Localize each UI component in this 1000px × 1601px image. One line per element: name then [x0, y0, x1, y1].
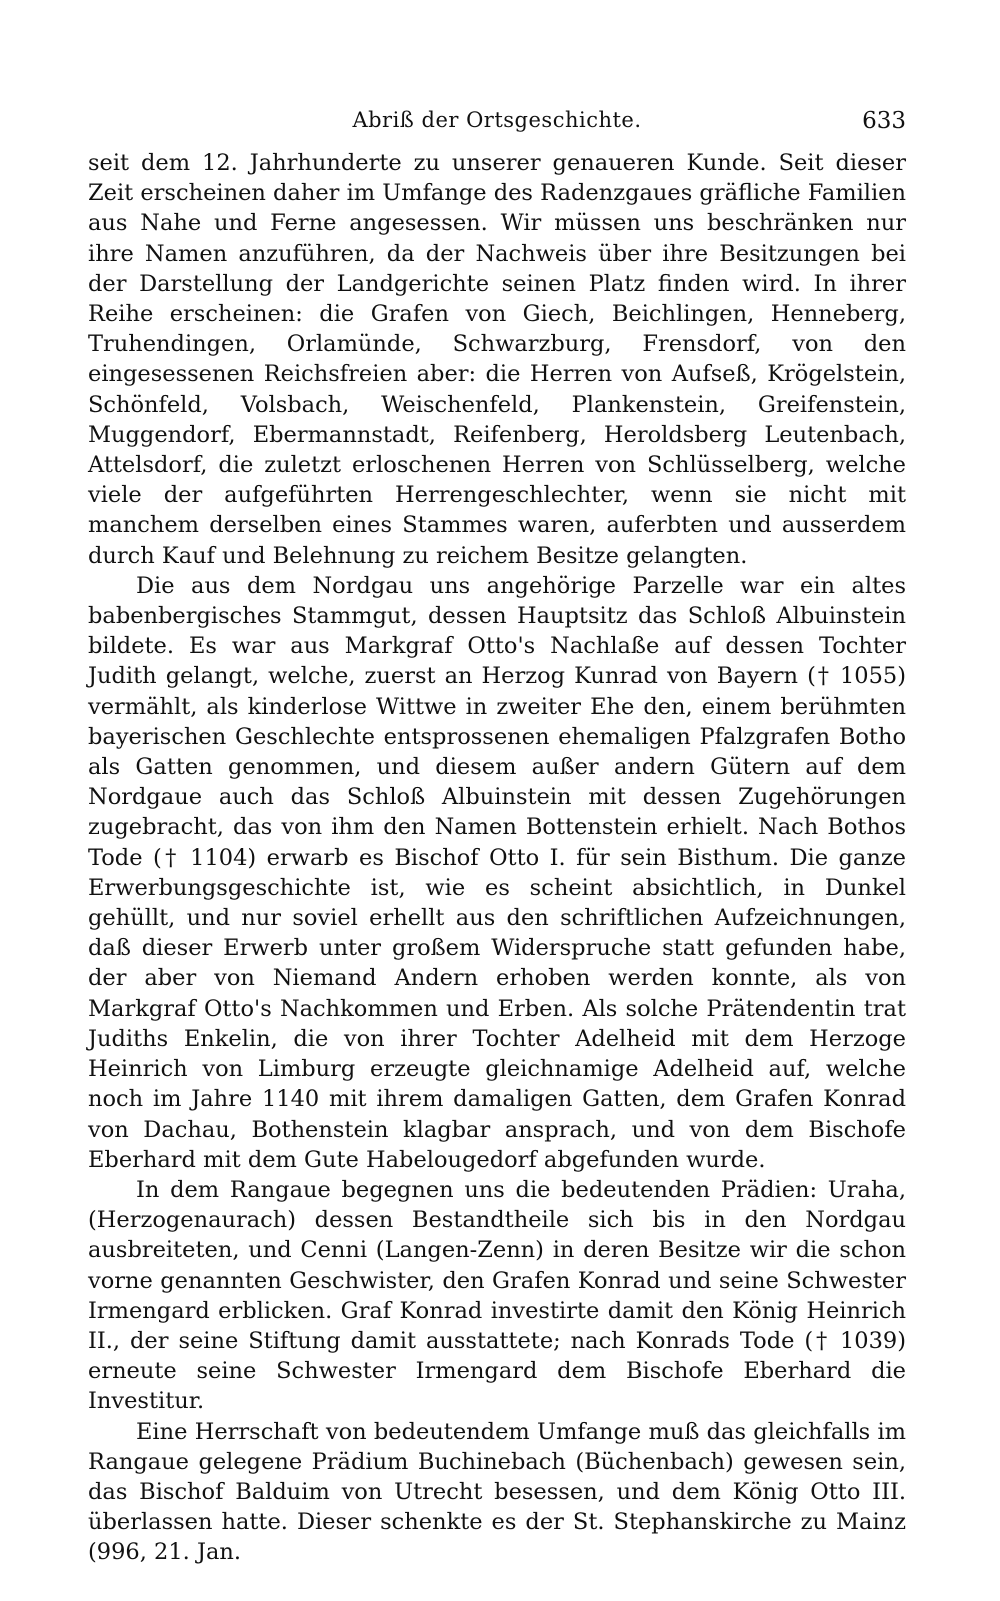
paragraph-1: seit dem 12. Jahrhunderte zu unserer genaueren Kunde. Seit dieser Zeit erscheinen daher im Umfange des Radenzgaues gräfliche Familien aus Nahe und Ferne angesessen. Wir müssen uns beschränken nur ihre Namen anzuführen, da der Nachweis über ihre Besitzungen bei der Darstellung der Landgerichte seinen Platz finden wird. In ihrer Reihe erscheinen: die Grafen von Giech, Beichlingen, Henneberg, Truhendingen, Orlamünde, Schwarzburg, Frensdorf, von den eingesessenen Reichsfreien aber: die Herren von Aufseß, Krögelstein, Schönfeld, Volsbach, Weischenfeld, Plankenstein, Greifenstein, Muggendorf, Ebermannstadt, Reifenberg, Heroldsberg Leutenbach, Attelsdorf, die zuletzt erloschenen Herren von Schlüsselberg, welche viele der aufgeführten Herrengeschlechter, wenn sie nicht mit manchem derselben eines Stammes waren, auferbten und ausserdem durch Kauf und Belehnung zu reichem Besitze gelangten. — [88, 150, 906, 569]
book-page — [88, 108, 906, 1568]
paragraph-3: In dem Rangaue begegnen uns die bedeutenden Prädien: Uraha, (Herzogenaurach) dessen Bestandtheile sich bis in den Nordgau ausbreiteten, und Cenni (Langen-Zenn) in deren Besitze wir die schon vorne genannten Geschwister, den Grafen Konrad und seine Schwester Irmengard erblicken. Graf Konrad investirte damit den König Heinrich II., der seine Stiftung damit ausstattete; nach Konrads Tode († 1039) erneute seine Schwester Irmengard dem Bischofe Eberhard die Investitur. — [88, 1176, 906, 1415]
running-header — [88, 108, 906, 148]
running-title: Abriß der Ortsgeschichte. — [352, 108, 642, 132]
paragraph-2: Die aus dem Nordgau uns angehörige Parzelle war ein altes babenbergisches Stammgut, dessen Hauptsitz das Schloß Albuinstein bildete. Es war aus Markgraf Otto's Nachlaße auf dessen Tochter Judith gelangt, welche, zuerst an Herzog Kunrad von Bayern († 1055) vermählt, als kinderlose Wittwe in zweiter Ehe den, einem berühmten bayerischen Geschlechte entsprossenen ehemaligen Pfalzgrafen Botho als Gatten genommen, und diesem außer andern Gütern auf dem Nordgaue auch das Schloß Albuinstein mit dessen Zugehörungen zugebracht, das von ihm den Namen Bottenstein erhielt. Nach Bothos Tode († 1104) erwarb es Bischof Otto I. für sein Bisthum. Die ganze Erwerbungsgeschichte ist, wie es scheint absichtlich, in Dunkel gehüllt, und nur soviel erhellt aus den schriftlichen Aufzeichnungen, daß dieser Erwerb unter großem Widerspruche statt gefunden habe, der aber von Niemand Andern erhoben werden konnte, als von Markgraf Otto's Nachkommen und Erben. Als solche Prätendentin trat Judiths Enkelin, die von ihrer Tochter Adelheid mit dem Herzoge Heinrich von Limburg erzeugte gleichnamige Adelheid auf, welche noch im Jahre 1140 mit ihrem damaligen Gatten, dem Grafen Konrad von Dachau, Bothenstein klagbar ansprach, und von dem Bischofe Eberhard mit dem Gute Habelougedorf abgefunden wurde. — [88, 572, 906, 1173]
page-number: 633 — [862, 108, 906, 134]
paragraph-4: Eine Herrschaft von bedeutendem Umfange muß das gleichfalls im Rangaue gelegene Prädium Buchinebach (Büchenbach) gewesen sein, das Bischof Balduim von Utrecht besessen, und dem König Otto III. überlassen hatte. Dieser schenkte es der St. Stephanskirche zu Mainz (996, 21. Jan. — [88, 1418, 906, 1566]
